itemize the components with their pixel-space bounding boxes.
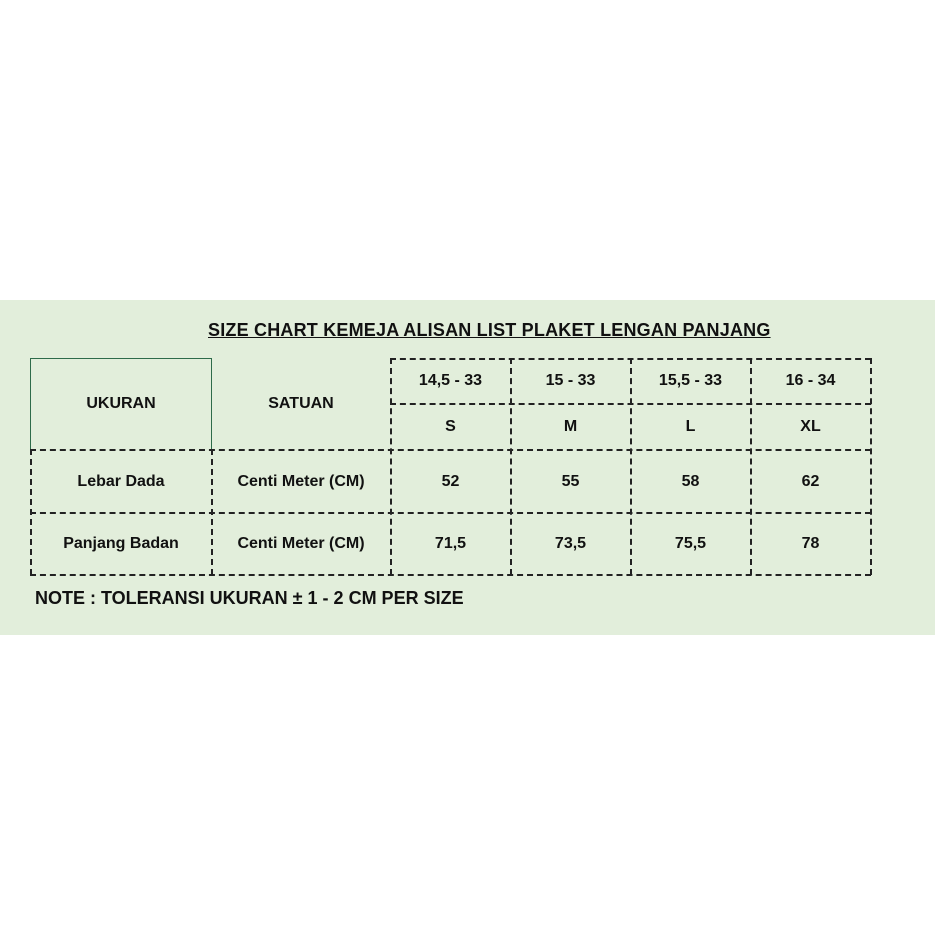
range-l: 15,5 - 33	[658, 372, 723, 389]
header-ukuran: UKURAN	[86, 395, 156, 412]
table-cell: 58	[681, 472, 700, 490]
size-s: S	[445, 418, 456, 435]
range-xl: 16 - 34	[785, 372, 836, 389]
page-title: SIZE CHART KEMEJA ALISAN LIST PLAKET LENGAN PANJANG	[208, 320, 771, 340]
table-line-bottom	[30, 574, 871, 576]
table-cell: 73,5	[554, 535, 587, 552]
row-unit: Centi Meter (CM)	[237, 535, 365, 552]
size-m: M	[563, 418, 578, 435]
table-cell: 78	[801, 535, 820, 552]
header-satuan: SATUAN	[268, 395, 334, 412]
row-label: Lebar Dada	[77, 472, 165, 490]
range-m: 15 - 33	[545, 372, 596, 389]
row-unit: Centi Meter (CM)	[237, 472, 365, 490]
table-cell: 55	[561, 472, 580, 490]
range-s: 14,5 - 33	[418, 372, 483, 389]
row-label: Panjang Badan	[63, 535, 179, 552]
table-cell: 75,5	[674, 535, 707, 552]
table-line-right	[870, 358, 872, 575]
tolerance-note: NOTE : TOLERANSI UKURAN ± 1 - 2 CM PER SIZE	[35, 588, 464, 608]
table-cell: 62	[801, 472, 820, 490]
size-l: L	[685, 418, 696, 435]
size-xl: XL	[800, 418, 821, 435]
table-cell: 52	[441, 472, 460, 490]
table-cell: 71,5	[434, 535, 467, 552]
